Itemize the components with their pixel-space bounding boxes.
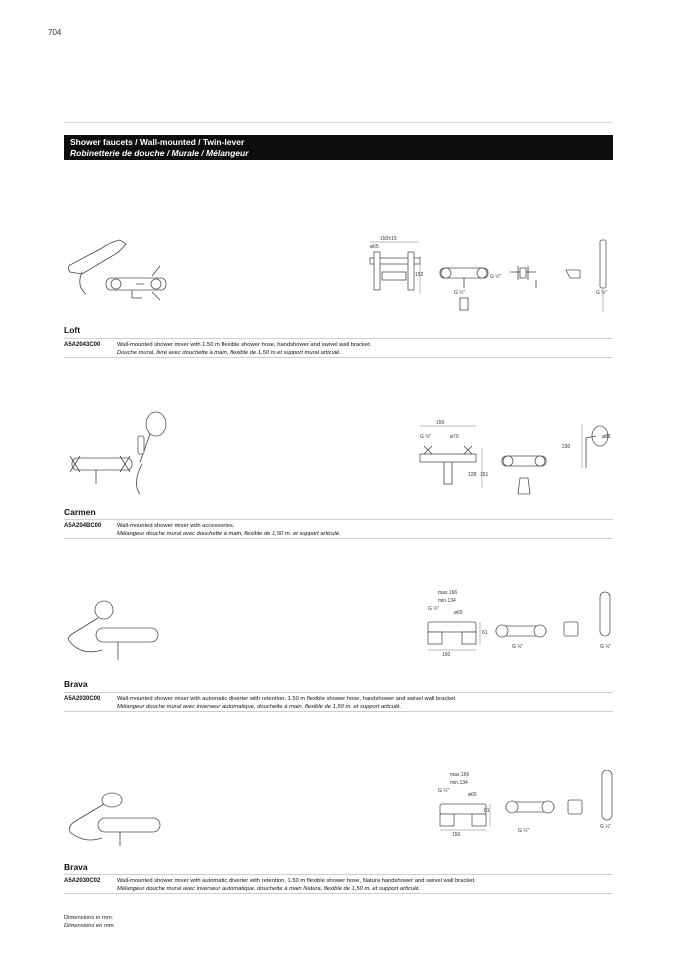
brava2-dim-h: 61: [484, 808, 490, 814]
loft-technical-drawing: [360, 232, 620, 314]
product-name-loft: Loft: [64, 325, 81, 335]
brava-dim-w: 150: [442, 652, 451, 658]
carmen-dim-thread: G ½": [420, 434, 432, 440]
carmen-dim-dia: ø70: [450, 434, 459, 440]
loft-product-photo: [62, 236, 182, 306]
brava-technical-drawing: [418, 588, 618, 658]
product-divider: [64, 519, 613, 520]
carmen-dim-top: 150: [436, 420, 445, 426]
product-divider: [64, 874, 613, 875]
product-divider: [64, 357, 613, 358]
brava-dim-thread3: G ½": [600, 644, 612, 650]
brava-dim-max: max.166: [438, 590, 458, 596]
product-description: [117, 877, 476, 893]
brava2-dim-thread3: G ½": [600, 824, 612, 830]
brava-natura-product-photo: [62, 790, 172, 850]
brava-dim-min: min.134: [438, 598, 456, 604]
carmen-product-photo: [62, 404, 192, 498]
product-name-carmen: Carmen: [64, 507, 96, 517]
carmen-dim-h1: 128: [468, 472, 477, 478]
footnote: [64, 914, 115, 930]
brava-dim-thread: G ½": [428, 606, 440, 612]
section-title-en: Shower faucets / Wall-mounted / Twin-lever: [70, 137, 245, 147]
footnote-en: Dimensions in mm.: [64, 915, 114, 921]
description-fr: Mélangeur douche mural avec douchette à main, flexible de 1,50 m. et support articulé.: [117, 531, 341, 537]
description-fr: Douche mural, livré avec douchette à main, flexible de 1,50 m et support mural articulé.: [117, 350, 341, 356]
description-en: Wall-mounted shower mixer with accessories.: [117, 523, 235, 529]
brava-dim-dia: ø65: [454, 610, 463, 616]
description-fr: Mélangeur douche mural avec inverseur automatique, douchette à main Natura, flexible de 1,50 m. et support articulé.: [117, 886, 421, 892]
section-title-fr: Robinetterie de douche / Murale / Mélangeur: [70, 148, 249, 158]
product-code: A5A204BC00: [64, 523, 102, 529]
brava-dim-h: 61: [482, 630, 488, 636]
loft-dim-thread2: G ½": [490, 274, 502, 280]
brava2-dim-thread: G ½": [438, 788, 450, 794]
description-en: Wall-mounted shower mixer with automatic diverter with retention, 1.50 m flexible shower hose, Natura handshower and swivel wall bracket.: [117, 878, 476, 884]
carmen-dim-hs-len: 230: [562, 444, 571, 450]
product-divider: [64, 538, 613, 539]
top-divider: [64, 122, 613, 123]
brava2-dim-dia: ø65: [468, 792, 477, 798]
brava2-dim-max: max.166: [450, 772, 470, 778]
loft-dim-thread3: G ½": [596, 290, 608, 296]
product-code: A5A2030C00: [64, 696, 101, 702]
loft-dim-height: 152: [415, 272, 424, 278]
product-divider: [64, 692, 613, 693]
product-code: A5A2030C02: [64, 878, 101, 884]
footnote-fr: Dimensions en mm.: [64, 923, 116, 929]
carmen-technical-drawing: [410, 418, 620, 498]
carmen-dim-hs-dia: ø86: [602, 434, 611, 440]
description-en: Wall-mounted shower mixer with 1.50 m flexible shower hose, handshower and swivel wall bracket.: [117, 342, 372, 348]
loft-dim-thread1: G ½": [454, 290, 466, 296]
product-divider: [64, 338, 613, 339]
brava2-dim-w: 150: [452, 832, 461, 838]
section-header: [64, 135, 613, 160]
product-name-brava-natura: Brava: [64, 862, 88, 872]
product-name-brava: Brava: [64, 679, 88, 689]
brava-product-photo: [62, 598, 172, 668]
brava-natura-technical-drawing: [430, 770, 620, 850]
product-description: [117, 695, 457, 711]
brava-dim-thread2: G ½": [512, 644, 524, 650]
brava2-dim-thread2: G ½": [518, 828, 530, 834]
carmen-dim-h2: 151: [480, 472, 489, 478]
page-number: 704: [48, 28, 62, 37]
brava2-dim-min: min.134: [450, 780, 468, 786]
product-description: [117, 522, 341, 538]
loft-dim-dia: ø65: [370, 244, 379, 250]
loft-dim-top: 150±15: [380, 236, 397, 242]
product-description: [117, 341, 371, 357]
product-code: A5A2043C00: [64, 342, 101, 348]
description-fr: Mélangeur douche mural avec inverseur automatique, douchette à main, flexible de 1,50 m. et support articulé.: [117, 704, 402, 710]
product-divider: [64, 893, 613, 894]
description-en: Wall-mounted shower mixer with automatic diverter with retention, 1.50 m flexible shower hose, handshower and swivel wall bracket.: [117, 696, 457, 702]
product-divider: [64, 711, 613, 712]
